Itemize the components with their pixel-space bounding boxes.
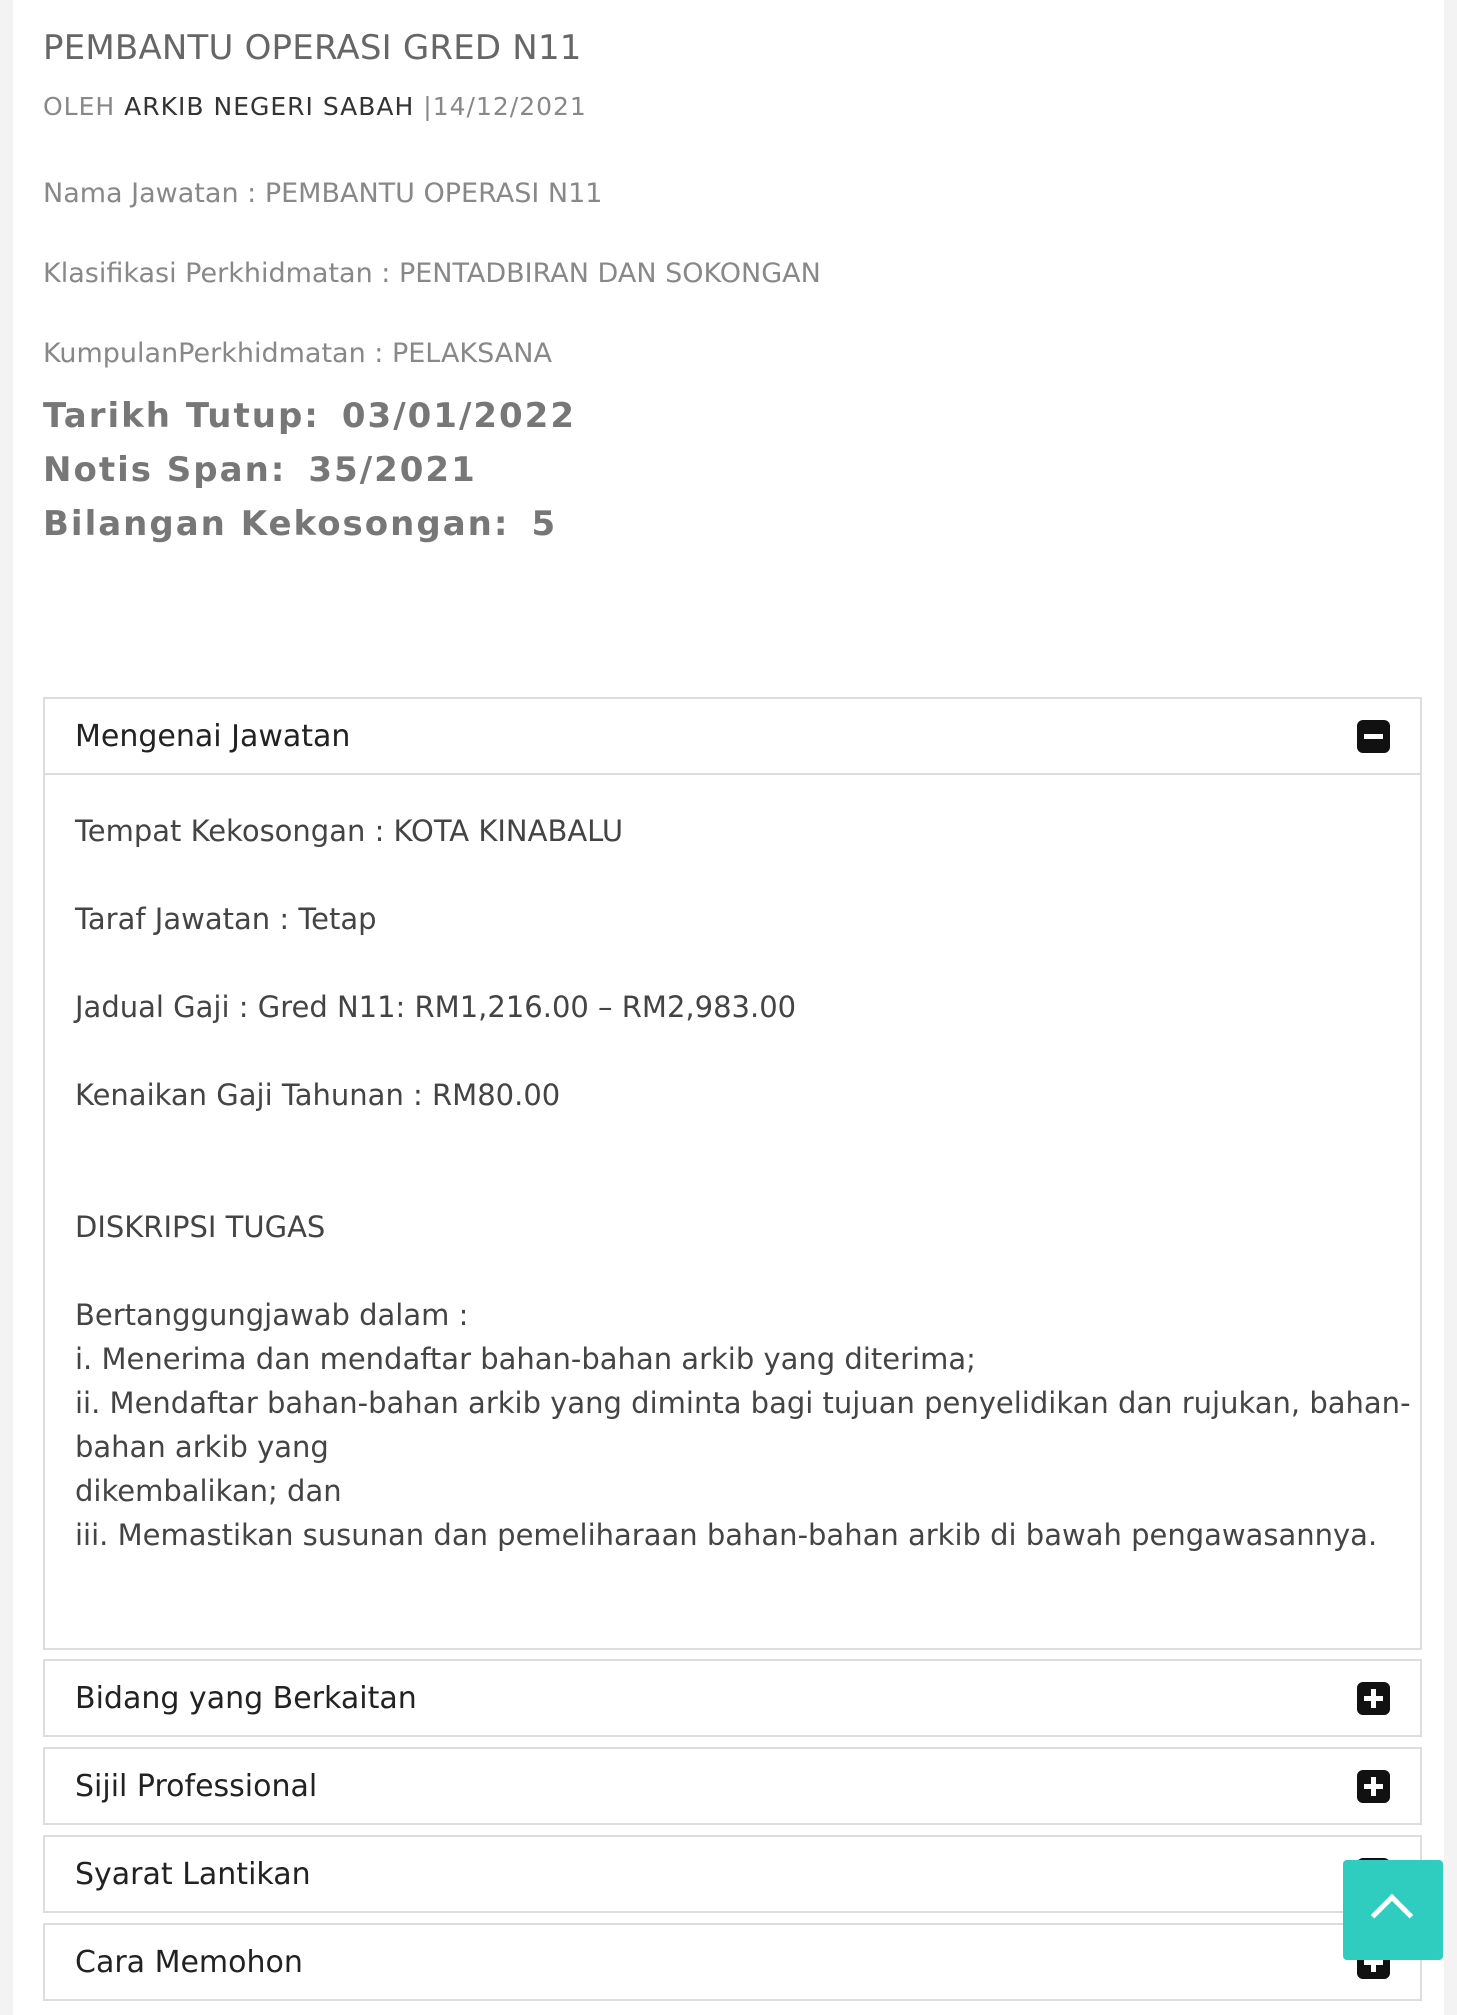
key-label: Tarikh Tutup:	[43, 396, 320, 436]
accordion-title: Mengenai Jawatan	[75, 718, 351, 754]
accordion-bidang-berkaitan	[43, 1659, 1422, 1737]
article-page	[13, 0, 1444, 2015]
chevron-up-icon	[1371, 1894, 1413, 1936]
accordion-syarat-lantikan	[43, 1835, 1422, 1913]
key-bilangan-kekosongan	[43, 504, 557, 544]
accordion-title: Sijil Professional	[75, 1768, 318, 1804]
meta-nama-jawatan: Nama Jawatan : PEMBANTU OPERASI N11	[43, 178, 603, 209]
diskripsi-heading: DISKRIPSI TUGAS	[75, 1210, 326, 1244]
accordion-mengenai-jawatan	[43, 697, 1422, 1650]
kenaikan-gaji: Kenaikan Gaji Tahunan : RM80.00	[75, 1078, 561, 1112]
accordion-title: Cara Memohon	[75, 1944, 303, 1980]
plus-square-icon[interactable]	[1357, 1770, 1390, 1803]
duty-item-2-cont: bahan arkib yang	[75, 1430, 329, 1464]
duty-item-2-cont2: dikembalikan; dan	[75, 1474, 342, 1508]
accordion-header-cara-memohon[interactable]	[45, 1925, 1420, 1999]
accordion-body-mengenai-jawatan	[45, 773, 1420, 1557]
accordion-header-syarat-lantikan[interactable]	[45, 1837, 1420, 1911]
accordion-header-mengenai-jawatan[interactable]	[45, 699, 1420, 773]
taraf-jawatan: Taraf Jawatan : Tetap	[75, 902, 377, 936]
duty-item-1: i. Menerima dan mendaftar bahan-bahan arkib yang diterima;	[75, 1342, 976, 1376]
duty-item-2: ii. Mendaftar bahan-bahan arkib yang diminta bagi tujuan penyelidikan dan rujukan, bahan-	[75, 1386, 1411, 1420]
by-label: OLEH	[43, 92, 116, 121]
plus-square-icon[interactable]	[1357, 1682, 1390, 1715]
jadual-gaji: Jadual Gaji : Gred N11: RM1,216.00 – RM2,983.00	[75, 990, 797, 1024]
meta-klasifikasi: Klasifikasi Perkhidmatan : PENTADBIRAN DAN SOKONGAN	[43, 258, 821, 289]
page-title: PEMBANTU OPERASI GRED N11	[43, 28, 582, 68]
byline	[43, 92, 587, 121]
accordion-sijil-professional	[43, 1747, 1422, 1825]
meta-kumpulan: KumpulanPerkhidmatan : PELAKSANA	[43, 338, 552, 369]
key-value: 35/2021	[308, 450, 477, 490]
key-label: Bilangan Kekosongan:	[43, 504, 510, 544]
key-tarikh-tutup	[43, 396, 576, 436]
duty-intro: Bertanggungjawab dalam :	[75, 1298, 469, 1332]
key-value: 5	[531, 504, 558, 544]
accordion-header-bidang-berkaitan[interactable]	[45, 1661, 1420, 1735]
minus-square-icon[interactable]	[1357, 720, 1390, 753]
tempat-kekosongan: Tempat Kekosongan : KOTA KINABALU	[75, 814, 624, 848]
post-date: |14/12/2021	[423, 92, 587, 121]
key-value: 03/01/2022	[341, 396, 576, 436]
key-label: Notis Span:	[43, 450, 287, 490]
accordion-title: Bidang yang Berkaitan	[75, 1680, 417, 1716]
accordion-title: Syarat Lantikan	[75, 1856, 311, 1892]
accordion-cara-memohon	[43, 1923, 1422, 2001]
author-link[interactable]: ARKIB NEGERI SABAH	[124, 92, 415, 121]
key-notis-span	[43, 450, 477, 490]
scroll-to-top-button[interactable]	[1343, 1860, 1443, 1960]
accordion-header-sijil-professional[interactable]	[45, 1749, 1420, 1823]
duty-item-3: iii. Memastikan susunan dan pemeliharaan bahan-bahan arkib di bawah pengawasannya.	[75, 1518, 1378, 1552]
